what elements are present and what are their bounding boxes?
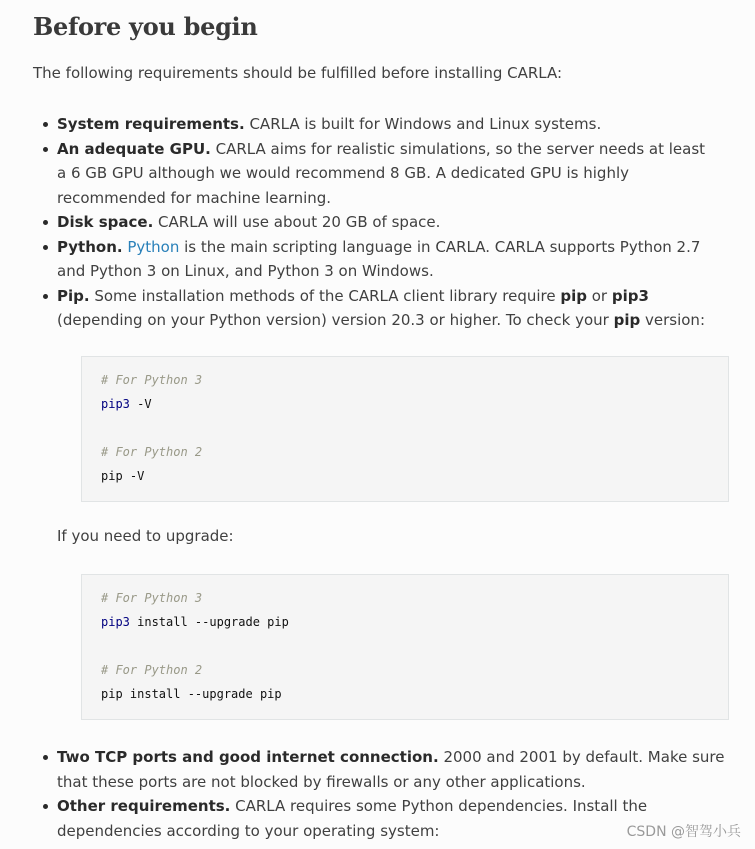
pip-term: pip bbox=[560, 286, 587, 305]
item-text: 2000 and 2001 by default. Make sure that these ports are not blocked by firewalls or any other applications. bbox=[57, 748, 725, 791]
item-title: An adequate GPU. bbox=[57, 139, 211, 158]
item-title: Two TCP ports and good internet connection. bbox=[57, 748, 439, 766]
code-line: pip -V bbox=[101, 469, 145, 483]
requirements-list bbox=[57, 112, 717, 333]
code-comment: # For Python 2 bbox=[101, 445, 203, 459]
item-text: CARLA is built for Windows and Linux systems. bbox=[244, 115, 602, 133]
item-text: Some installation methods of the CARLA client library require bbox=[89, 286, 561, 305]
code-line bbox=[101, 397, 152, 411]
upgrade-text: If you need to upgrade: bbox=[57, 527, 234, 545]
code-args: -V bbox=[129, 397, 152, 411]
item-text: (depending on your Python version) version 20.3 or higher. To check your bbox=[57, 311, 614, 329]
code-args: install --upgrade pip bbox=[129, 615, 289, 629]
pip-term: pip bbox=[613, 311, 641, 329]
list-item-tcp bbox=[57, 745, 733, 794]
watermark: CSDN @智驾小兵 bbox=[626, 824, 741, 840]
python-link[interactable]: Python bbox=[127, 237, 180, 256]
code-comment: # For Python 3 bbox=[101, 591, 203, 605]
code-block-check-pip[interactable] bbox=[81, 356, 729, 502]
list-item-disk bbox=[57, 210, 717, 235]
item-title: Other requirements. bbox=[57, 797, 231, 815]
item-text: CARLA requires some Python dependencies. Install the dependencies according to your operating system: bbox=[57, 797, 648, 840]
item-text: or bbox=[586, 286, 612, 305]
code-line: pip install --upgrade pip bbox=[101, 687, 282, 701]
pip3-term: pip3 bbox=[611, 286, 649, 305]
item-text: version: bbox=[640, 311, 705, 329]
code-comment: # For Python 3 bbox=[101, 373, 203, 387]
code-line bbox=[101, 615, 289, 629]
code-block-upgrade-pip[interactable] bbox=[81, 574, 729, 720]
item-title: Disk space. bbox=[57, 213, 154, 231]
intro-paragraph: The following requirements should be fulfilled before installing CARLA: bbox=[33, 64, 563, 82]
item-title: Python. bbox=[57, 237, 123, 256]
item-text: CARLA aims for realistic simulations, so the server needs at least a 6 GB GPU although we would recommend 8 GB. A dedicated GPU is highly recommended for machine learning. bbox=[57, 139, 706, 207]
code-keyword: pip3 bbox=[101, 615, 130, 629]
item-text: is the main scripting language in CARLA. CARLA supports Python 2.7 and Python 3 on Linux, and Python 3 on Windows. bbox=[57, 237, 701, 280]
item-title: Pip. bbox=[57, 286, 90, 305]
item-title: System requirements. bbox=[57, 115, 245, 133]
list-item-system bbox=[57, 112, 717, 137]
list-item-python bbox=[57, 235, 717, 284]
list-item-gpu bbox=[57, 137, 717, 211]
code-comment: # For Python 2 bbox=[101, 663, 203, 677]
list-item-pip bbox=[57, 284, 717, 333]
page-title: Before you begin bbox=[33, 12, 258, 41]
code-keyword: pip3 bbox=[101, 397, 130, 411]
item-text: CARLA will use about 20 GB of space. bbox=[153, 213, 441, 231]
